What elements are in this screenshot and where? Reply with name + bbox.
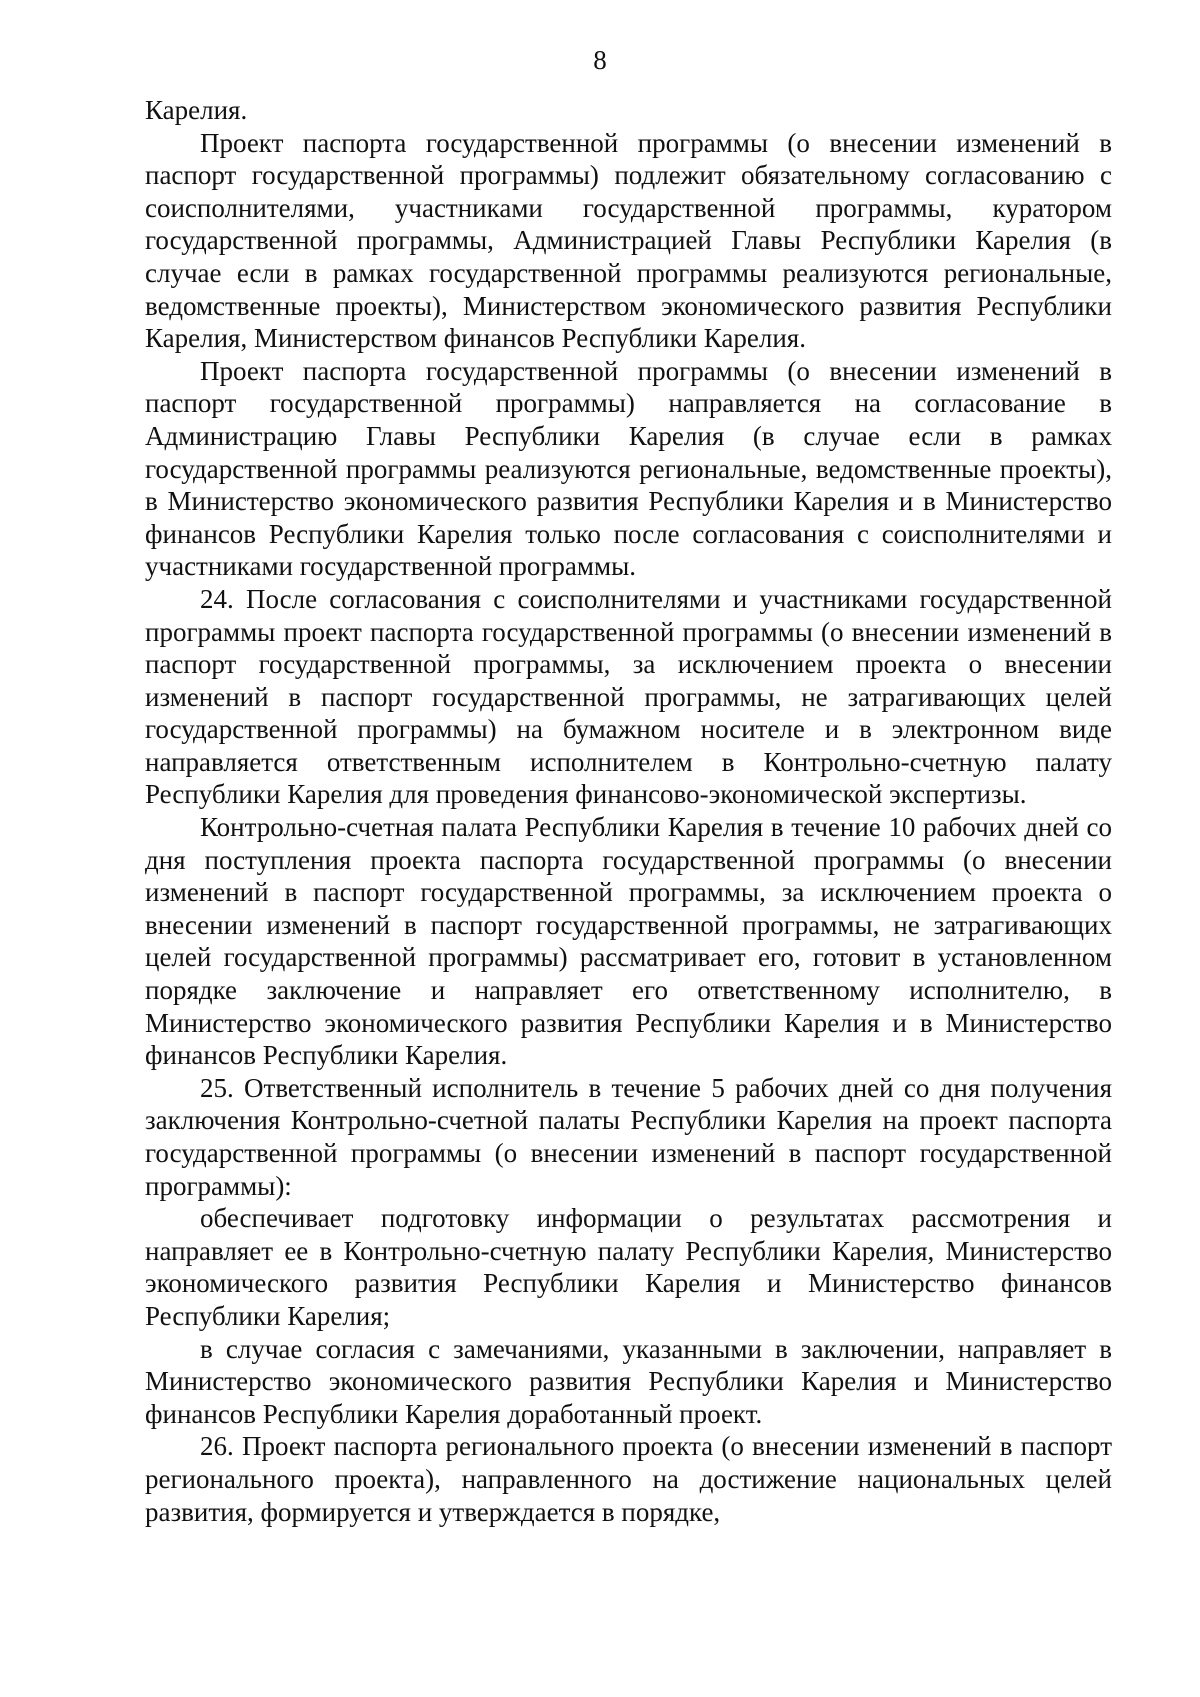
document-body — [145, 94, 1112, 1528]
paragraph-clause-25-item-2: в случае согласия с замечаниями, указанными в заключении, направляет в Министерство экономического развития Республики Карелия и Министерство финансов Республики Карелия доработанный проект. — [145, 1333, 1112, 1429]
page-number: 8 — [593, 45, 607, 75]
paragraph-clause-25-item-1: обеспечивает подготовку информации о результатах рассмотрения и направляет ее в Контрольно-счетную палату Республики Карелия, Министерство экономического развития Республики Карелия и Министерство финансов Республики Карелия; — [145, 1203, 1112, 1331]
paragraph-clause-25: 25. Ответственный исполнитель в течение 5 рабочих дней со дня получения заключения Контрольно-счетной палаты Республики Карелия на проект паспорта государственной программы (о внесении изменений в паспорт государственной программы): — [145, 1072, 1112, 1201]
paragraph-clause-24: 24. После согласования с соисполнителями и участниками государственной программы проект паспорта государственной программы (о внесении изменений в паспорт государственной программы, за исключением проекта о внесении изменений в паспорт государственной программы, не затрагивающих целей государственной программы) на бумажном носителе и в электронном виде направляется ответственным исполнителем в Контрольно-счетную палату Республики Карелия для проведения финансово-экономической экспертизы. — [145, 583, 1112, 810]
paragraph-continuation: Карелия. — [145, 95, 248, 125]
paragraph-audit-chamber-review: Контрольно-счетная палата Республики Карелия в течение 10 рабочих дней со дня поступления проекта паспорта государственной программы (о внесении изменений в паспорт государственной программы, за исключением проекта о внесении изменений в паспорт государственной программы, не затрагивающих целей государственной программы) рассматривает его, готовит в установленном порядке заключение и направляет его ответственному исполнителю, в Министерство экономического развития Республики Карелия и в Министерство финансов Республики Карелия. — [145, 812, 1112, 1071]
paragraph-passport-submission: Проект паспорта государственной программы (о внесении изменений в паспорт государственной программы) направляется на согласование в Администрацию Главы Республики Карелия (в случае если в рамках государственной программы реализуются региональные, ведомственные проекты), в Министерство экономического развития Республики Карелия и в Министерство финансов Республики Карелия только после согласования с соисполнителями и участниками государственной программы. — [145, 355, 1112, 582]
paragraph-passport-approval: Проект паспорта государственной программы (о внесении изменений в паспорт государственной программы) подлежит обязательному согласованию с соисполнителями, участниками государственной программы, куратором государственной программы, Администрацией Главы Республики Карелия (в случае если в рамках государственной программы реализуются региональные, ведомственные проекты), Министерством экономического развития Республики Карелия, Министерством финансов Республики Карелия. — [145, 127, 1112, 354]
paragraph-clause-26: 26. Проект паспорта регионального проекта (о внесении изменений в паспорт регионального проекта), направленного на достижение национальных целей развития, формируется и утверждается в порядке, — [145, 1431, 1112, 1527]
